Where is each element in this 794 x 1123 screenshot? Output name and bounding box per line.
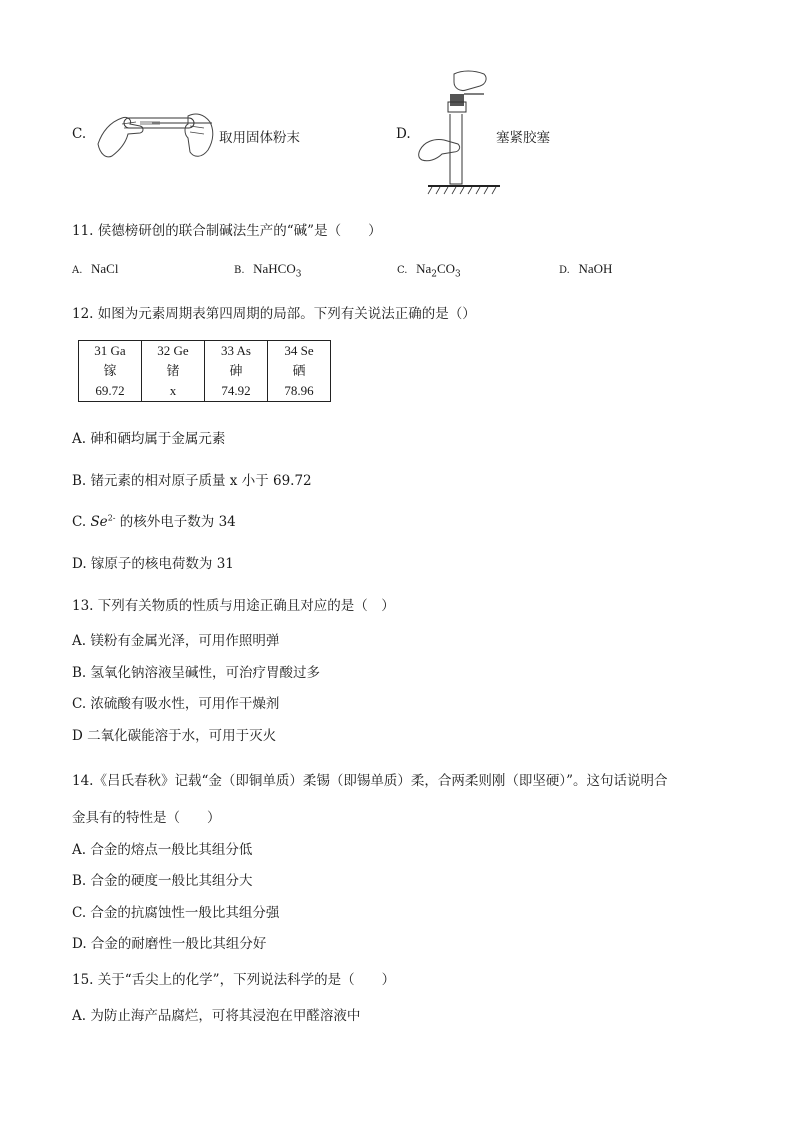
q13-option-d: D 二氧化碳能溶于水，可用于灭火: [72, 728, 277, 744]
q14-option-d: D. 合金的耐磨性一般比其组分好: [72, 936, 267, 952]
q12-stem: 12. 如图为元素周期表第四周期的局部。下列有关说法正确的是（）: [72, 306, 476, 322]
q15-stem: 15. 关于“舌尖上的化学”，下列说法科学的是（ ）: [72, 972, 396, 988]
q11-stem: 11. 侯德榜研创的联合制碱法生产的“碱”是（ ）: [72, 223, 382, 239]
element-cell-as: 33 As 砷 74.92: [205, 341, 268, 402]
q15-option-a: A. 为防止海产品腐烂，可将其浸泡在甲醛溶液中: [72, 1008, 361, 1024]
q13-stem: 13. 下列有关物质的性质与用途正确且对应的是（ ）: [72, 598, 395, 614]
q13-option-c: C. 浓硫酸有吸水性，可用作干燥剂: [72, 696, 280, 712]
option-d-text: 塞紧胶塞: [496, 130, 550, 146]
periodic-table-fragment: [78, 340, 331, 402]
q12-option-c: C. $Se^{2-}$ 的核外电子数为 34: [72, 513, 236, 530]
q13-option-b: B. 氢氧化钠溶液呈碱性，可治疗胃酸过多: [72, 665, 321, 681]
q14-option-b: B. 合金的硬度一般比其组分大: [72, 873, 253, 889]
q11-option-d: D. NaOH: [559, 261, 613, 276]
option-c-label: C.: [72, 126, 87, 142]
q12-option-d: D. 镓原子的核电荷数为 31: [72, 556, 234, 572]
q13-option-a: A. 镁粉有金属光泽，可用作照明弹: [72, 633, 280, 649]
q12-option-b: B. 锗元素的相对原子质量 x 小于 69.72: [72, 473, 312, 489]
q14-stem-line2: 金具有的特性是（ ）: [72, 810, 221, 826]
q11-option-b: B. NaHCO$_3$: [234, 261, 302, 280]
q14-option-c: C. 合金的抗腐蚀性一般比其组分强: [72, 905, 280, 921]
element-cell-ga: 31 Ga 镓 69.72: [79, 341, 142, 402]
element-cell-se: 34 Se 硒 78.96: [268, 341, 331, 402]
powder-tube-illustration: [92, 104, 218, 162]
q12-option-a: A. 砷和硒均属于金属元素: [72, 431, 226, 447]
q14-stem-line1: 14.《吕氏春秋》记载“金（即铜单质）柔锡（即锡单质）柔，合两柔则刚（即坚硬）”。这句话说明合: [72, 773, 668, 789]
element-cell-ge: 32 Ge 锗 x: [142, 341, 205, 402]
option-c-text: 取用固体粉末: [219, 130, 300, 146]
q11-option-c: C. $Na_2CO_3$: [397, 261, 461, 280]
option-d-label: D.: [396, 126, 411, 142]
q11-option-a: A. NaCl: [72, 261, 119, 276]
stopper-tube-illustration: [414, 68, 500, 198]
q14-option-a: A. 合金的熔点一般比其组分低: [72, 842, 253, 858]
